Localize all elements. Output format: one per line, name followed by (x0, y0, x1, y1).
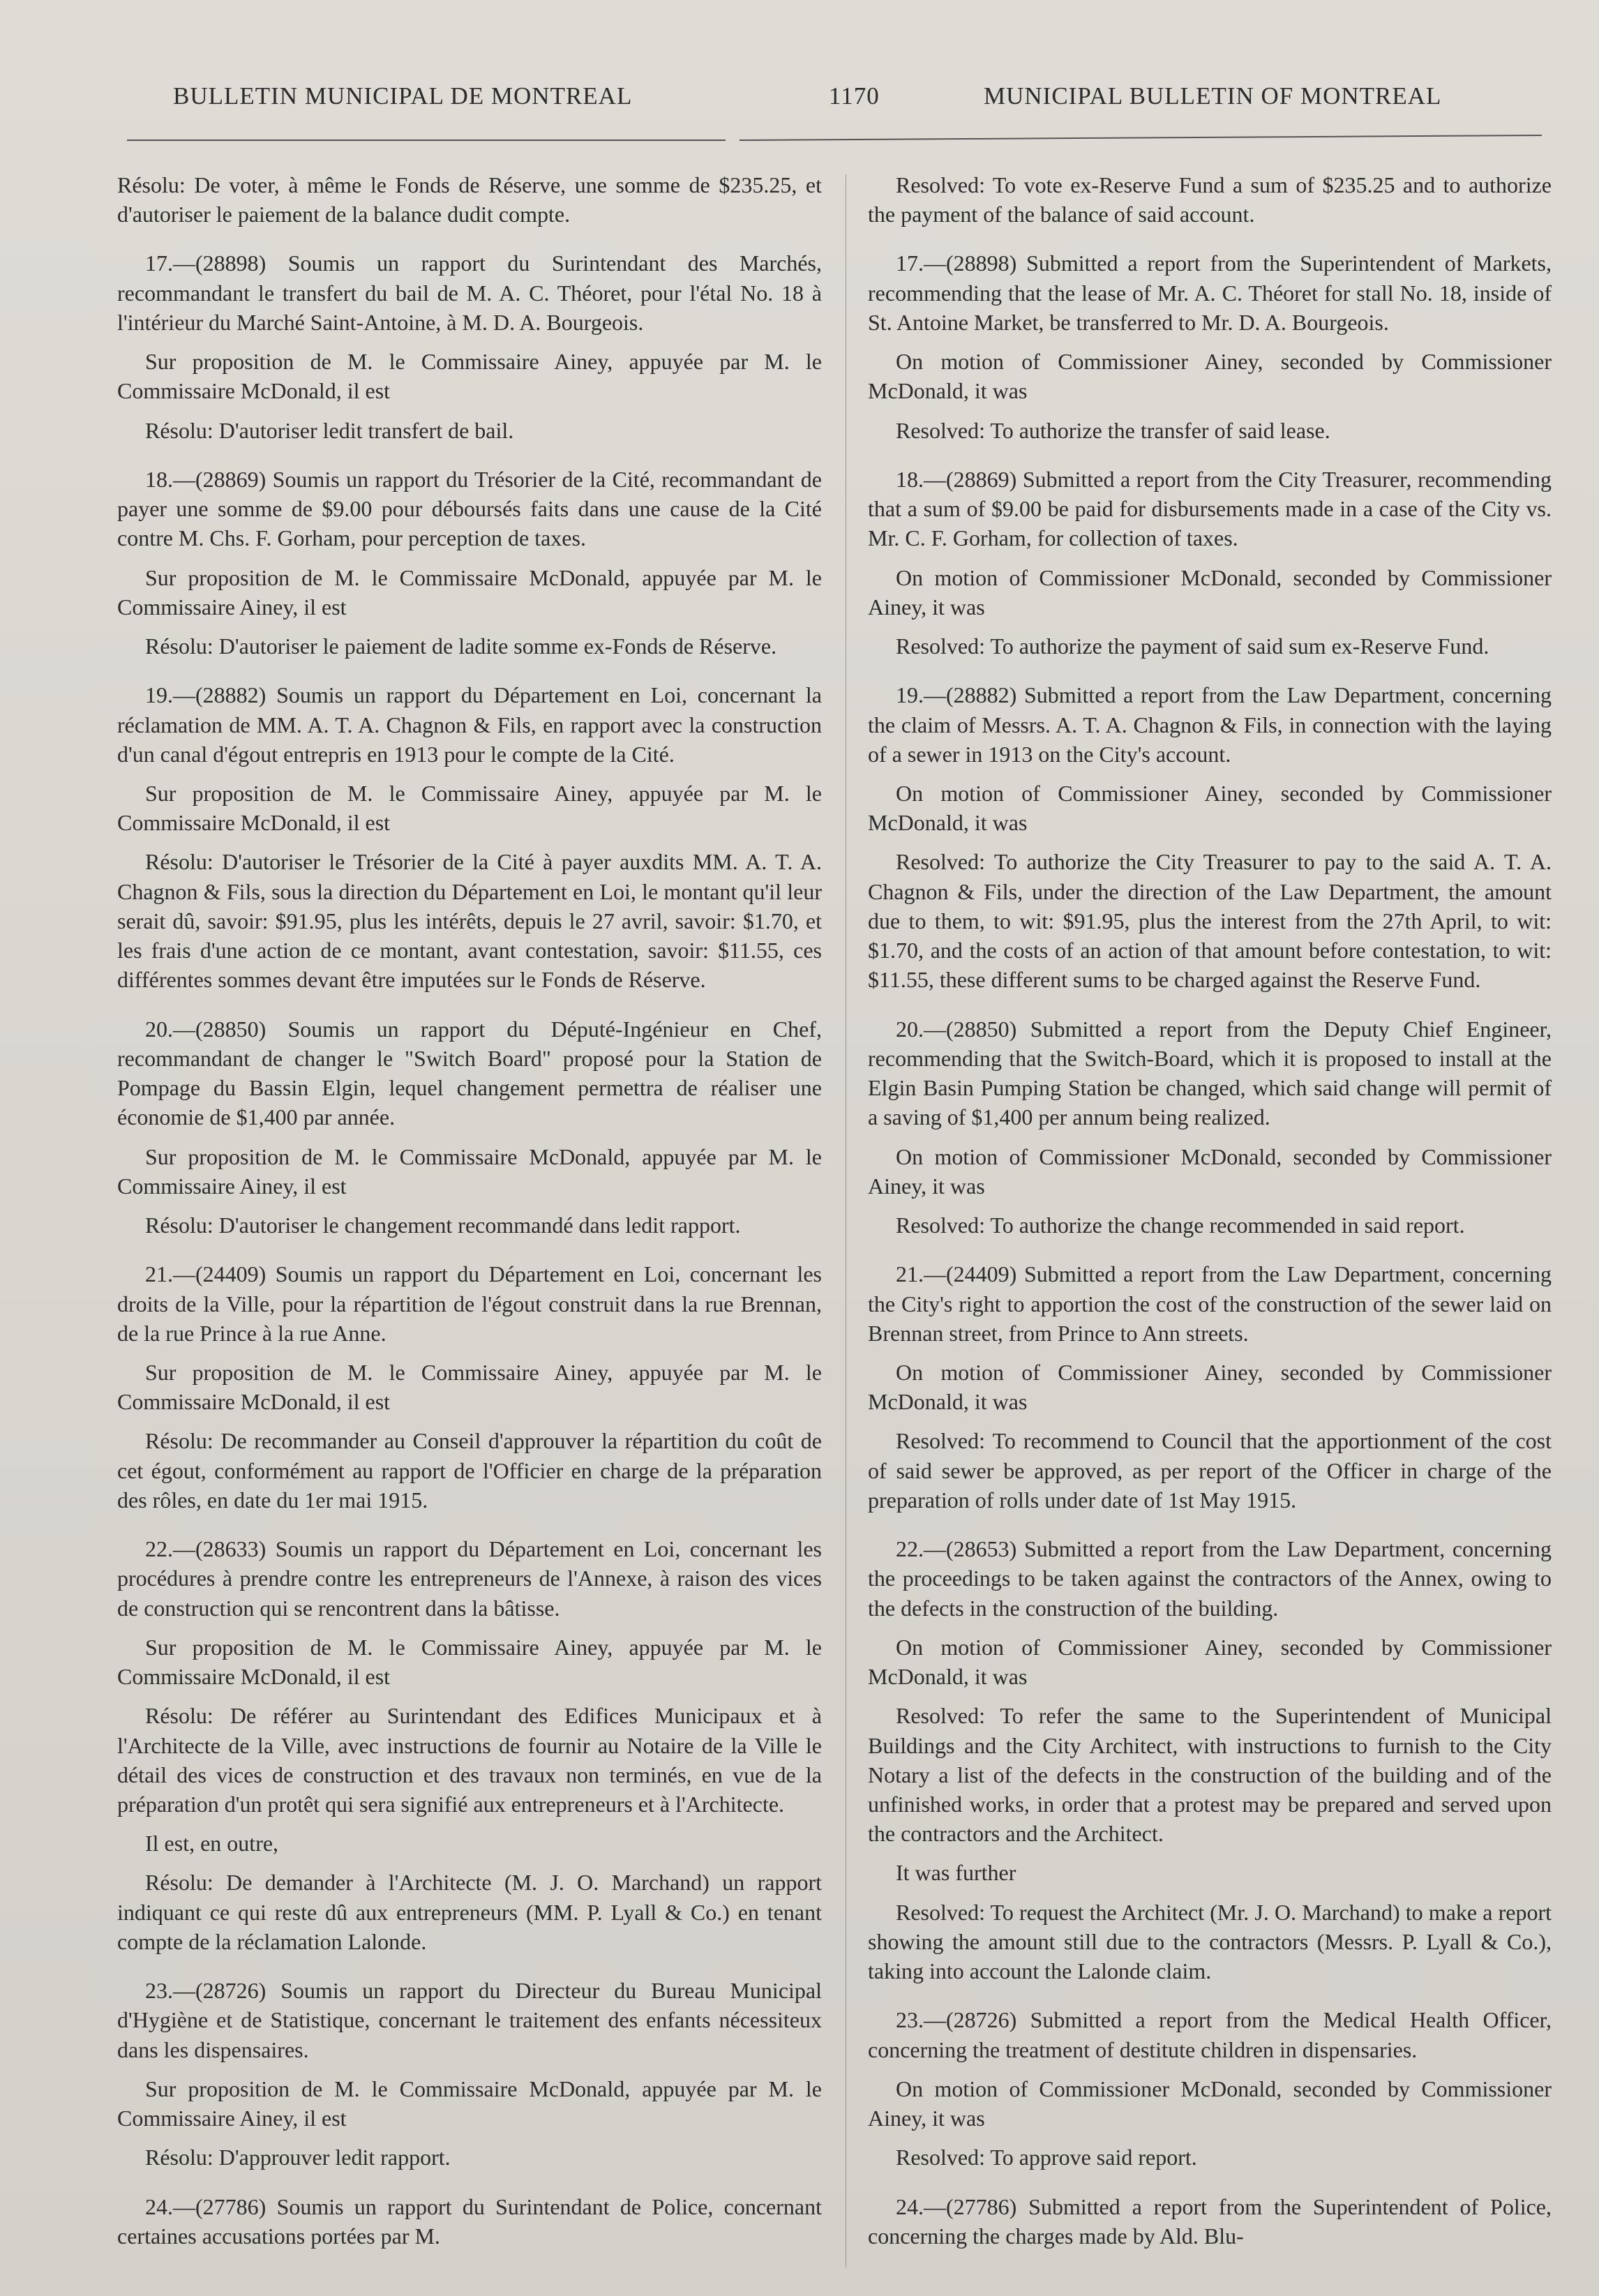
en-paragraph: 17.—(28898) Submitted a report from the Superintendent of Markets, recommending that the lease of Mr. A. C. Théoret for stall No. 18, inside of St. Antoine Market, be transferred to Mr. D. A. Bourgeois. (868, 250, 1552, 335)
en-paragraph: On motion of Commissioner McDonald, seconded by Commissioner Ainey, it was (868, 2076, 1552, 2131)
fr-paragraph: 18.—(28869) Soumis un rapport du Trésorier de la Cité, recommandant de payer une somme de $9.00 pour déboursés faits dans une cause de la Cité contre M. Chs. F. Gorham, pour perception de taxes. (117, 466, 822, 551)
header-french-title: BULLETIN MUNICIPAL DE MONTREAL (173, 82, 633, 110)
fr-paragraph: Résolu: D'autoriser le changement recommandé dans ledit rapport. (145, 1213, 741, 1238)
en-paragraph: Resolved: To refer the same to the Superintendent of Municipal Buildings and the City Architect, with instructions to furnish to the City Notary a list of the defects in the construction of the building and of the unfinished works, in order that a protest may be prepared and served upon the contractors and the Architect. (868, 1703, 1552, 1847)
fr-paragraph: Résolu: D'autoriser le Trésorier de la Cité à payer auxdits MM. A. T. A. Chagnon & Fils, sous la direction du Département en Loi, le montant qu'il leur serait dû, savoir: $91.95, plus les intérêts, depuis le 27 avril, savoir: $1.70, et les frais d'une action de ce montant, avant contestation, savoir: $11.55, ces différentes sommes devant être imputées sur le Fonds de Réserve. (117, 849, 822, 993)
en-paragraph: Resolved: To approve said report. (896, 2145, 1197, 2170)
fr-paragraph: Résolu: D'approuver ledit rapport. (145, 2145, 451, 2170)
fr-paragraph: 21.—(24409) Soumis un rapport du Département en Loi, concernant les droits de la Ville, pour la répartition de l'égout construit dans la rue Brennan, de la rue Prince à la rue Anne. (117, 1261, 822, 1346)
en-paragraph: 22.—(28653) Submitted a report from the Law Department, concerning the proceedings to be taken against the contractors of the Annex, owing to the defects in the construction of the building. (868, 1536, 1552, 1621)
en-paragraph: On motion of Commissioner Ainey, seconded by Commissioner McDonald, it was (868, 780, 1552, 836)
fr-paragraph: 20.—(28850) Soumis un rapport du Député-Ingénieur en Chef, recommandant de changer le "Switch Board" proposé pour la Station de Pompage du Bassin Elgin, lequel changement permettra de réaliser une économie de $1,400 par année. (117, 1016, 822, 1130)
fr-paragraph: 22.—(28633) Soumis un rapport du Département en Loi, concernant les procédures à prendre contre les entrepreneurs de l'Annexe, à raison des vices de construction qui se rencontrent dans la bâtisse. (117, 1536, 822, 1621)
en-paragraph: Resolved: To authorize the payment of said sum ex-Reserve Fund. (896, 633, 1489, 659)
page-number: 1170 (829, 82, 880, 110)
en-paragraph: 19.—(28882) Submitted a report from the Law Department, concerning the claim of Messrs. A. T. A. Chagnon & Fils, in connection with the laying of a sewer in 1913 on the City's account. (868, 682, 1552, 767)
fr-paragraph: Résolu: De demander à l'Architecte (M. J. O. Marchand) un rapport indiquant ce qui reste dû aux entrepreneurs (MM. P. Lyall & Co.) en tenant compte de la réclamation Lalonde. (117, 1870, 822, 1954)
en-paragraph: Resolved: To vote ex-Reserve Fund a sum of $235.25 and to authorize the payment of the balance of said account. (868, 172, 1552, 227)
fr-paragraph: 19.—(28882) Soumis un rapport du Département en Loi, concernant la réclamation de MM. A. T. A. Chagnon & Fils, en rapport avec la construction d'un canal d'égout entrepris en 1913 pour le compte de la Cité. (117, 682, 822, 767)
en-paragraph: 20.—(28850) Submitted a report from the Deputy Chief Engineer, recommending that the Switch-Board, which it is proposed to install at the Elgin Basin Pumping Station be changed, which said change will permit of a saving of $1,400 per annum being realized. (868, 1016, 1552, 1130)
en-paragraph: On motion of Commissioner Ainey, seconded by Commissioner McDonald, it was (868, 1359, 1552, 1415)
en-paragraph: 24.—(27786) Submitted a report from the Superintendent of Police, concerning the charges made by Ald. Blu- (868, 2193, 1552, 2249)
header-english-title: MUNICIPAL BULLETIN OF MONTREAL (984, 82, 1442, 110)
fr-paragraph: 23.—(28726) Soumis un rapport du Directeur du Bureau Municipal d'Hygiène et de Statistique, concernant le traitement des enfants nécessiteux dans les dispensaires. (117, 1978, 822, 2062)
fr-paragraph: Résolu: De recommander au Conseil d'approuver la répartition du coût de cet égout, conformément au rapport de l'Officier en charge de la préparation des rôles, en date du 1er mai 1915. (117, 1428, 822, 1513)
fr-paragraph: Sur proposition de M. le Commissaire McDonald, appuyée par M. le Commissaire Ainey, il est (117, 2076, 822, 2131)
fr-paragraph: 17.—(28898) Soumis un rapport du Surintendant des Marchés, recommandant le transfert du bail de M. A. C. Théoret, pour l'étal No. 18 à l'intérieur du Marché Saint-Antoine, à M. D. A. Bourgeois. (117, 250, 822, 335)
fr-paragraph: Sur proposition de M. le Commissaire Ainey, appuyée par M. le Commissaire McDonald, il est (117, 1634, 822, 1690)
header-rule-left (127, 140, 726, 141)
en-paragraph: 21.—(24409) Submitted a report from the Law Department, concerning the City's right to apportion the cost of the construction of the sewer laid on Brennan street, from Prince to Ann streets. (868, 1261, 1552, 1346)
fr-paragraph: Il est, en outre, (145, 1831, 279, 1856)
page-header (0, 82, 1599, 124)
fr-paragraph: Sur proposition de M. le Commissaire McDonald, appuyée par M. le Commissaire Ainey, il est (117, 564, 822, 620)
english-column (868, 170, 1552, 2260)
fr-paragraph: Sur proposition de M. le Commissaire Ainey, appuyée par M. le Commissaire McDonald, il est (117, 1359, 822, 1415)
fr-paragraph: Résolu: De référer au Surintendant des Edifices Municipaux et à l'Architecte de la Ville, avec instructions de fournir au Notaire de la Ville le détail des vices de construction et des travaux non terminés, en vue de la préparation d'un protêt qui sera signifié aux entrepreneurs et à l'Architecte. (117, 1703, 822, 1817)
en-paragraph: Resolved: To recommend to Council that the apportionment of the cost of said sewer be approved, as per report of the Officer in charge of the preparation of rolls under date of 1st May 1915. (868, 1428, 1552, 1513)
en-paragraph: Resolved: To request the Architect (Mr. J. O. Marchand) to make a report showing the amount still due to the contractors (Messrs. P. Lyall & Co.), taking into account the Lalonde claim. (868, 1899, 1552, 1984)
en-paragraph: Resolved: To authorize the change recommended in said report. (896, 1213, 1465, 1238)
en-paragraph: 18.—(28869) Submitted a report from the City Treasurer, recommending that a sum of $9.00 be paid for disbursements made in a case of the City vs. Mr. C. F. Gorham, for collection of taxes. (868, 466, 1552, 551)
fr-paragraph: Résolu: De voter, à même le Fonds de Réserve, une somme de $235.25, et d'autoriser le paiement de la balance dudit compte. (117, 172, 822, 227)
en-paragraph: On motion of Commissioner McDonald, seconded by Commissioner Ainey, it was (868, 564, 1552, 620)
fr-paragraph: Résolu: D'autoriser ledit transfert de bail. (145, 417, 514, 443)
en-paragraph: On motion of Commissioner Ainey, seconded by Commissioner McDonald, it was (868, 1634, 1552, 1690)
header-rule-right (740, 135, 1542, 141)
fr-paragraph: Sur proposition de M. le Commissaire Ainey, appuyée par M. le Commissaire McDonald, il est (117, 780, 822, 836)
en-paragraph: It was further (896, 1860, 1016, 1886)
en-paragraph: On motion of Commissioner McDonald, seconded by Commissioner Ainey, it was (868, 1143, 1552, 1199)
en-paragraph: 23.—(28726) Submitted a report from the Medical Health Officer, concerning the treatment of destitute children in dispensaries. (868, 2007, 1552, 2062)
french-column (117, 170, 822, 2260)
fr-paragraph: Sur proposition de M. le Commissaire Ainey, appuyée par M. le Commissaire McDonald, il est (117, 349, 822, 404)
en-paragraph: Resolved: To authorize the transfer of said lease. (896, 417, 1330, 443)
en-paragraph: Resolved: To authorize the City Treasurer to pay to the said A. T. A. Chagnon & Fils, under the direction of the Law Department, the amount due to them, to wit: $91.95, plus the interest from the 27th April, to wit: $1.70, and the costs of an action of that amount before contestation, to wit: $11.55, these different sums to be charged against the Reserve Fund. (868, 849, 1552, 993)
fr-paragraph: 24.—(27786) Soumis un rapport du Surintendant de Police, concernant certaines accusations portées par M. (117, 2193, 822, 2249)
en-paragraph: On motion of Commissioner Ainey, seconded by Commissioner McDonald, it was (868, 349, 1552, 404)
fr-paragraph: Sur proposition de M. le Commissaire McDonald, appuyée par M. le Commissaire Ainey, il est (117, 1143, 822, 1199)
fr-paragraph: Résolu: D'autoriser le paiement de ladite somme ex-Fonds de Réserve. (145, 633, 777, 659)
